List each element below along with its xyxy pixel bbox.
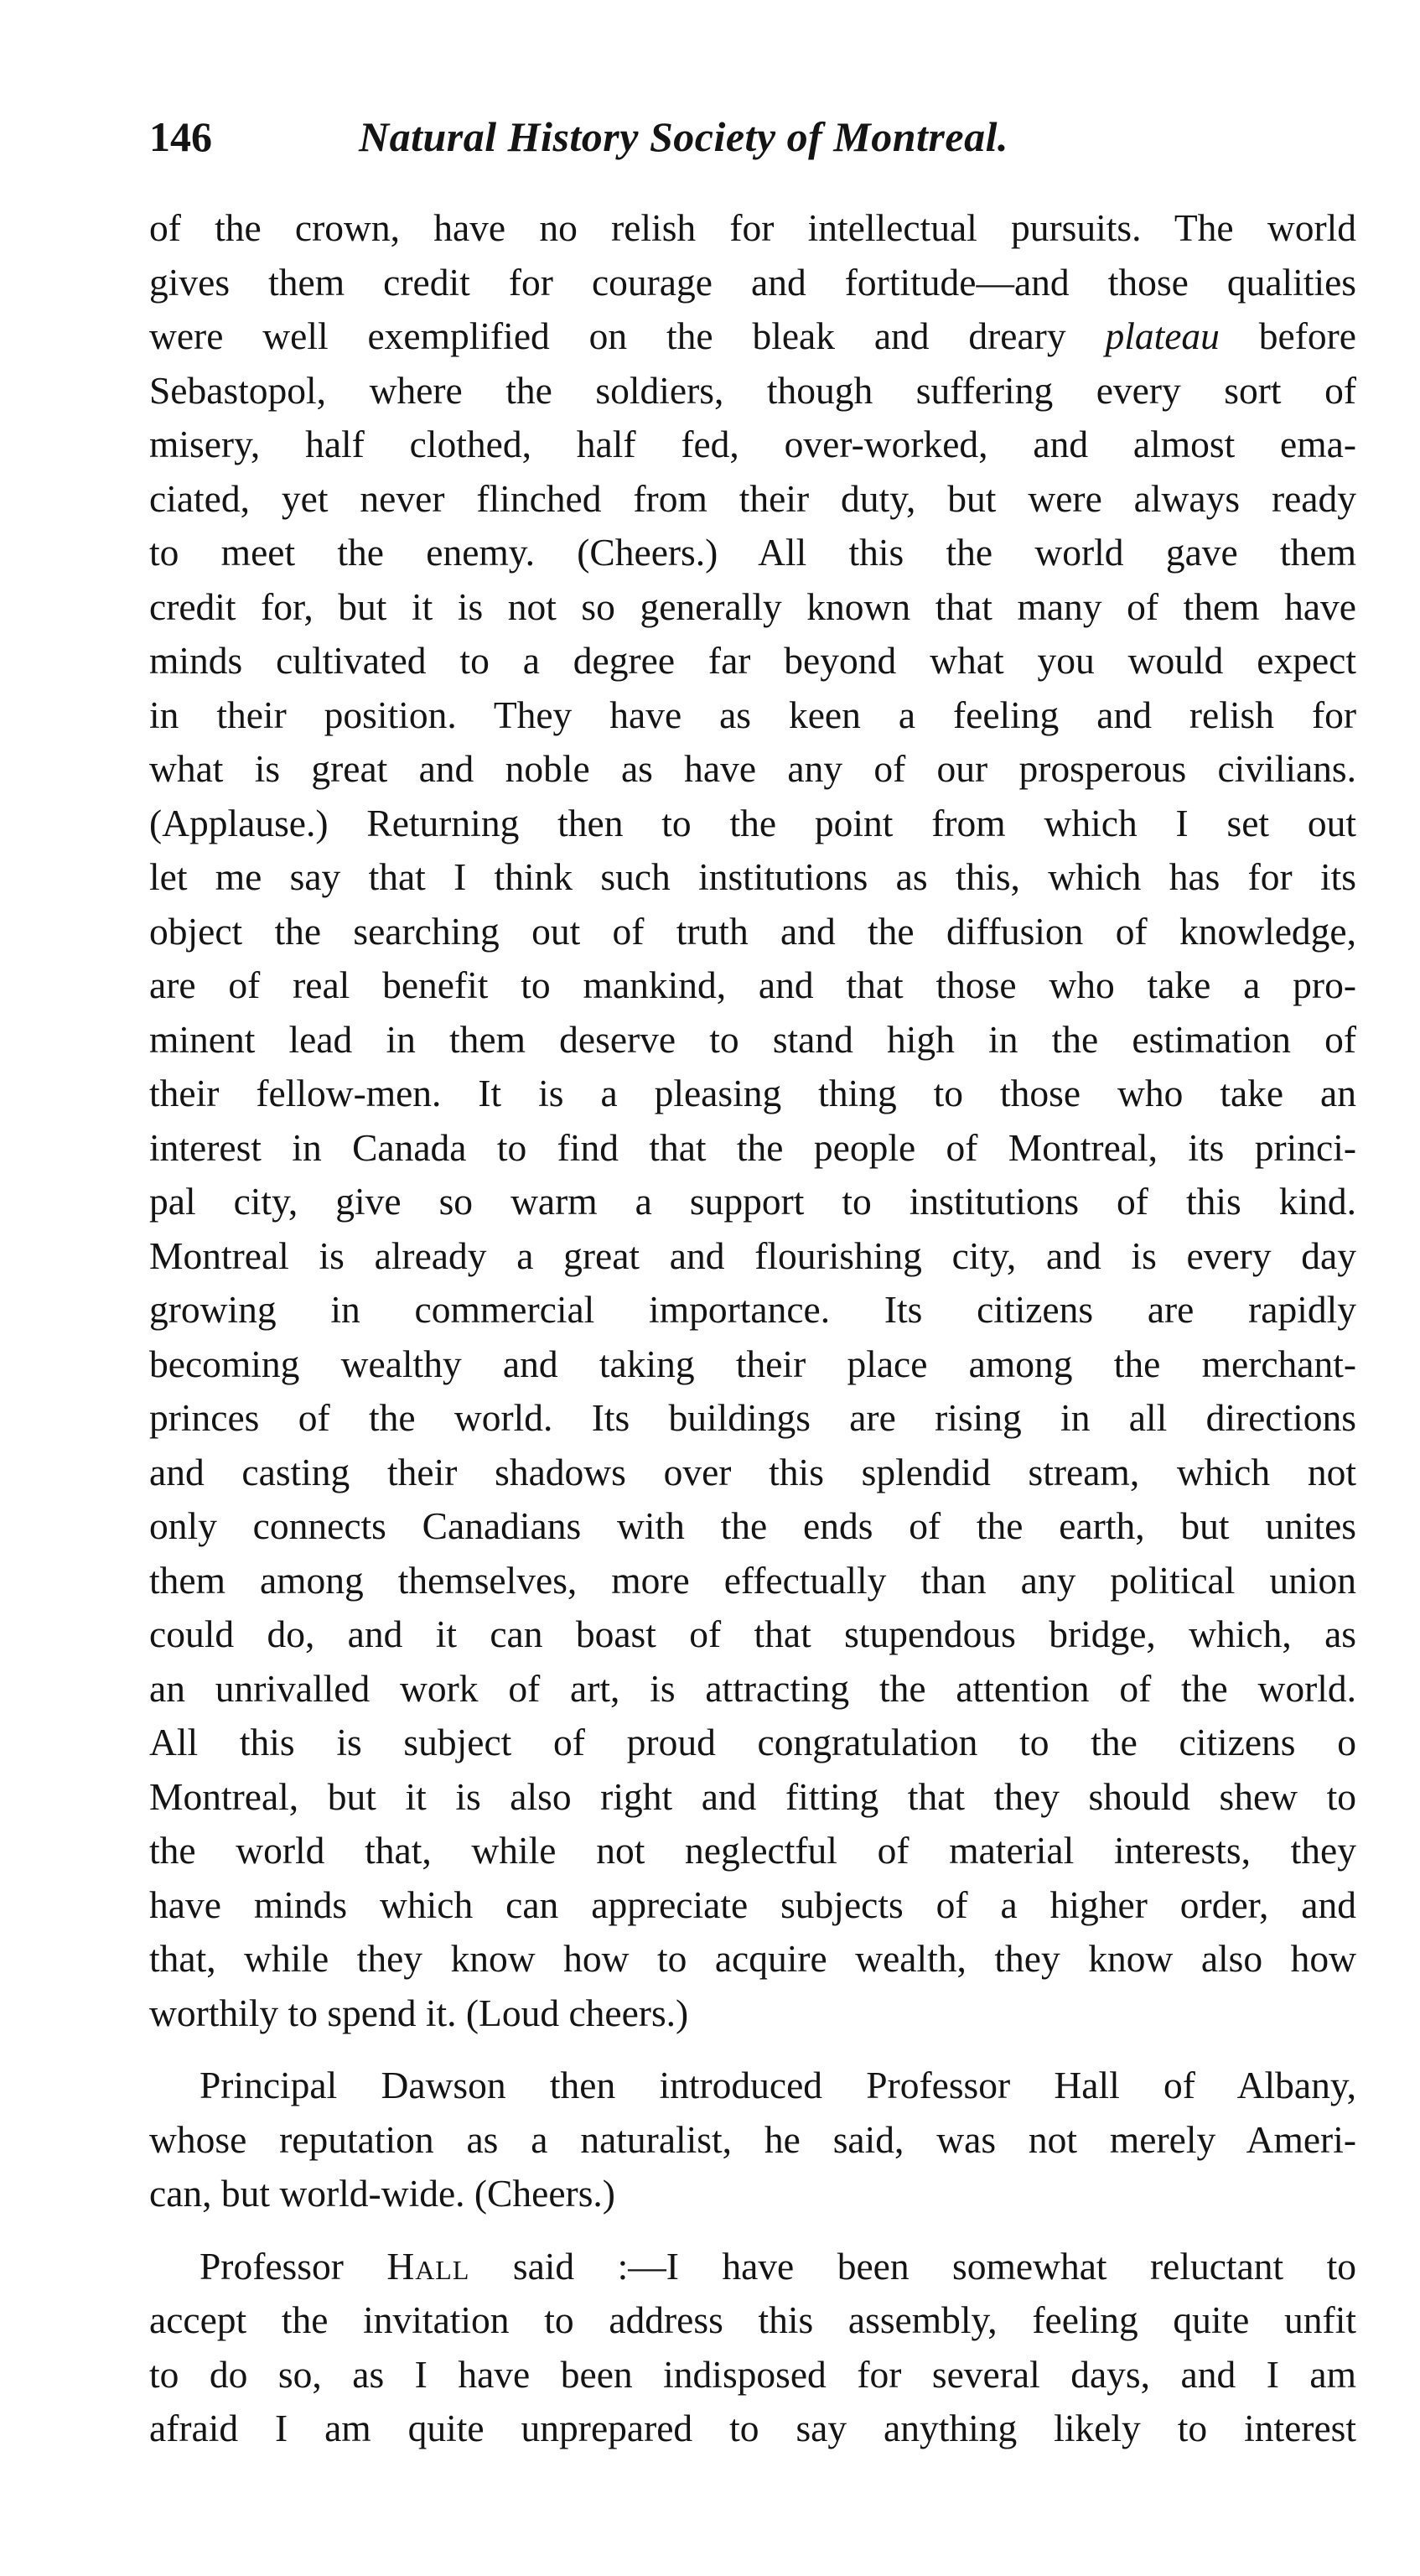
text-line: interest in Canada to find that the people of Montreal, its princi- [149, 1125, 1356, 1169]
text-line: let me say that I think such institutions as this, which has for its [149, 855, 1356, 898]
text-line: misery, half clothed, half fed, over-worked, and almost ema- [149, 423, 1356, 465]
text-line: object the searching out of truth and the diffusion of knowledge, [149, 909, 1356, 953]
text-line: to meet the enemy. (Cheers.) All this the world gave them [149, 531, 1356, 574]
text-line: minds cultivated to a degree far beyond what you would expect [149, 639, 1356, 682]
text-line: could do, and it can boast of that stupendous bridge, which, as [149, 1613, 1356, 1655]
text-line: All this is subject of proud congratulation to the citizens o [149, 1721, 1356, 1763]
paragraph-introduction [149, 2059, 1356, 2221]
text-line: Montreal is already a great and flourishing city, and is every day [149, 1233, 1356, 1277]
text-line: gives them credit for courage and fortitude—and those qualities [149, 260, 1356, 304]
text-line: the world that, while not neglectful of material interests, they [149, 1829, 1356, 1872]
text-line: princes of the world. Its buildings are rising in all directions [149, 1396, 1356, 1439]
speaker-title: Professor [200, 2244, 344, 2288]
body-text [149, 201, 1356, 2456]
text-line: to do so, as I have been indisposed for several days, and I am [149, 2352, 1356, 2396]
text-line: worthily to spend it. (Loud cheers.) [149, 1991, 689, 2034]
text-line: an unrivalled work of art, is attracting the attention of the world. [149, 1666, 1356, 1710]
text-line: them among themselves, more effectually than any political union [149, 1558, 1356, 1602]
text-line: their fellow-men. It is a pleasing thing to those who take an [149, 1072, 1356, 1114]
text-line: what is great and noble as have any of our prosperous civilians. [149, 747, 1356, 790]
text-line: accept the invitation to address this assembly, feeling quite unfit [149, 2298, 1356, 2341]
text-fragment: were well exemplified on the bleak and dreary [149, 314, 1106, 357]
text-line: whose reputation as a naturalist, he said, was not merely Ameri- [149, 2117, 1356, 2161]
text-line: Sebastopol, where the soldiers, though suffering every sort of [149, 368, 1356, 412]
page-number: 146 [149, 113, 212, 160]
text-fragment: said :—I have been somewhat reluctant to [469, 2244, 1356, 2288]
text-line: (Applause.) Returning then to the point from which I set out [149, 801, 1356, 844]
text-fragment: before [1219, 314, 1356, 357]
paragraph-professor-hall-speech [149, 2240, 1356, 2456]
text-line: can, but world-wide. (Cheers.) [149, 2172, 615, 2215]
text-line: growing in commercial importance. Its citizens are rapidly [149, 1288, 1356, 1331]
text-line-with-speaker [149, 2240, 1356, 2294]
text-line: Principal Dawson then introduced Professor Hall of Albany, [200, 2064, 1356, 2106]
text-line: becoming wealthy and taking their place among the merchant- [149, 1342, 1356, 1385]
text-line: minent lead in them deserve to stand high in the estimation of [149, 1017, 1356, 1061]
text-line-with-italic [149, 309, 1356, 364]
running-head [149, 99, 1356, 174]
text-line: have minds which can appreciate subjects of a higher order, and [149, 1883, 1356, 1926]
text-line: credit for, but it is not so generally known that many of them have [149, 584, 1356, 628]
paragraph-speech-continuation [149, 201, 1356, 2040]
text-line: are of real benefit to mankind, and that those who take a pro- [149, 963, 1356, 1006]
text-line: pal city, give so warm a support to institutions of this kind. [149, 1180, 1356, 1223]
text-line: ciated, yet never flinched from their duty, but were always ready [149, 476, 1356, 520]
text-line: in their position. They have as keen a feeling and relish for [149, 693, 1356, 736]
running-title: Natural History Society of Montreal. [359, 113, 1008, 160]
text-line: only connects Canadians with the ends of the earth, but unites [149, 1504, 1356, 1547]
italic-word-plateau: plateau [1105, 314, 1220, 357]
text-line: of the crown, have no relish for intellectual pursuits. The world [149, 206, 1356, 249]
text-line: and casting their shadows over this splendid stream, which not [149, 1450, 1356, 1493]
text-line: afraid I am quite unprepared to say anything likely to interest [149, 2407, 1356, 2449]
text-line: Montreal, but it is also right and fitting that they should shew to [149, 1774, 1356, 1818]
text-line: that, while they know how to acquire wealth, they know also how [149, 1937, 1356, 1980]
speaker-name: Hall [386, 2244, 470, 2288]
